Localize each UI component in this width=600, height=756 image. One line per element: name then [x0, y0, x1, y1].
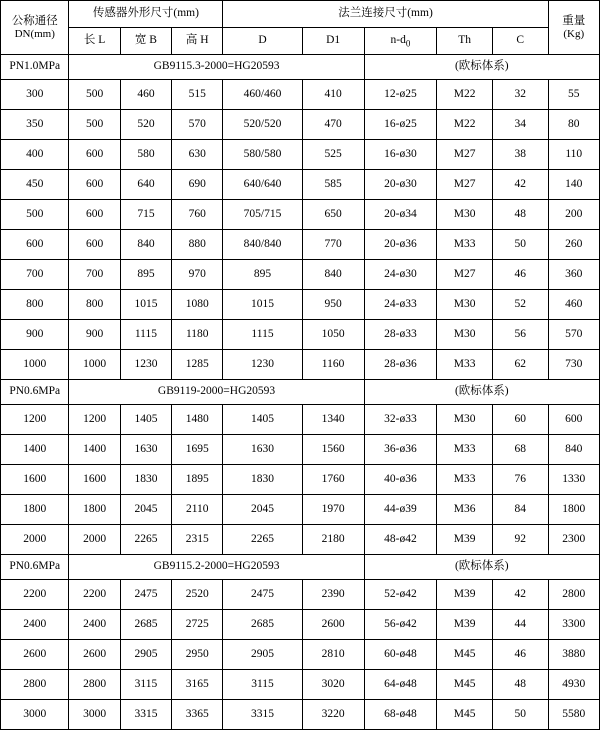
cell-th: M30 [437, 405, 493, 435]
cell-c: 62 [492, 350, 548, 380]
cell-c: 68 [492, 435, 548, 465]
cell-dn: 1200 [1, 405, 69, 435]
cell-th: M22 [437, 110, 493, 140]
cell-length-l: 2400 [69, 610, 120, 640]
cell-width-b: 3315 [120, 700, 171, 730]
cell-length-l: 800 [69, 290, 120, 320]
cell-weight: 3300 [548, 610, 599, 640]
cell-c: 50 [492, 700, 548, 730]
cell-c: 46 [492, 260, 548, 290]
cell-d1: 650 [302, 200, 364, 230]
cell-dn: 800 [1, 290, 69, 320]
cell-dn: 2200 [1, 580, 69, 610]
cell-height-h: 880 [172, 230, 223, 260]
header-thread-th: Th [437, 28, 493, 55]
cell-dn: 2600 [1, 640, 69, 670]
cell-d: 640/640 [223, 170, 302, 200]
header-nominal-diameter-title: 公称通径 [11, 14, 58, 27]
section-standard-code: GB9115.2-2000=HG20593 [69, 555, 364, 580]
cell-n-d0: 28-ø36 [364, 350, 437, 380]
cell-weight: 1800 [548, 495, 599, 525]
table-row [1, 405, 600, 435]
section-pressure-rating: PN0.6MPa [1, 380, 69, 405]
table-row [1, 580, 600, 610]
cell-th: M33 [437, 465, 493, 495]
cell-n-d0: 24-ø30 [364, 260, 437, 290]
cell-length-l: 2000 [69, 525, 120, 555]
table-row [1, 465, 600, 495]
table-row [1, 670, 600, 700]
cell-width-b: 580 [120, 140, 171, 170]
cell-height-h: 970 [172, 260, 223, 290]
cell-d1: 3020 [302, 670, 364, 700]
cell-length-l: 700 [69, 260, 120, 290]
table-header-top-row [1, 1, 600, 28]
cell-dn: 300 [1, 80, 69, 110]
cell-weight: 840 [548, 435, 599, 465]
cell-n-d0: 52-ø42 [364, 580, 437, 610]
cell-c: 50 [492, 230, 548, 260]
header-weight-title: 重量 [562, 14, 586, 27]
cell-n-d0: 20-ø36 [364, 230, 437, 260]
cell-c: 84 [492, 495, 548, 525]
cell-length-l: 2800 [69, 670, 120, 700]
header-diameter-d1: D1 [302, 28, 364, 55]
cell-height-h: 3165 [172, 670, 223, 700]
cell-d: 2905 [223, 640, 302, 670]
cell-width-b: 895 [120, 260, 171, 290]
table-row [1, 350, 600, 380]
section-pressure-rating: PN1.0MPa [1, 55, 69, 80]
cell-d1: 2390 [302, 580, 364, 610]
cell-weight: 3880 [548, 640, 599, 670]
cell-height-h: 3365 [172, 700, 223, 730]
header-thickness-c: C [492, 28, 548, 55]
cell-length-l: 500 [69, 80, 120, 110]
table-header-sub-row [1, 28, 600, 55]
cell-n-d0: 48-ø42 [364, 525, 437, 555]
cell-d1: 840 [302, 260, 364, 290]
cell-width-b: 840 [120, 230, 171, 260]
cell-weight: 55 [548, 80, 599, 110]
cell-width-b: 1830 [120, 465, 171, 495]
cell-d: 2685 [223, 610, 302, 640]
cell-c: 56 [492, 320, 548, 350]
cell-weight: 200 [548, 200, 599, 230]
cell-width-b: 1405 [120, 405, 171, 435]
table-row [1, 435, 600, 465]
cell-dn: 1600 [1, 465, 69, 495]
cell-weight: 1330 [548, 465, 599, 495]
cell-height-h: 2110 [172, 495, 223, 525]
cell-n-d0: 60-ø48 [364, 640, 437, 670]
section-standard-code: GB9119-2000=HG20593 [69, 380, 364, 405]
table-row [1, 80, 600, 110]
cell-dn: 500 [1, 200, 69, 230]
table-row [1, 260, 600, 290]
header-length-l: 长 L [69, 28, 120, 55]
cell-width-b: 1230 [120, 350, 171, 380]
cell-width-b: 2685 [120, 610, 171, 640]
cell-width-b: 2475 [120, 580, 171, 610]
cell-height-h: 630 [172, 140, 223, 170]
cell-d1: 470 [302, 110, 364, 140]
cell-d1: 770 [302, 230, 364, 260]
cell-dn: 900 [1, 320, 69, 350]
cell-d: 1405 [223, 405, 302, 435]
cell-n-d0: 20-ø34 [364, 200, 437, 230]
cell-d: 520/520 [223, 110, 302, 140]
cell-n-d0: 36-ø36 [364, 435, 437, 465]
cell-dn: 350 [1, 110, 69, 140]
section-standard-system-note: (欧标体系) [364, 380, 599, 405]
cell-dn: 3000 [1, 700, 69, 730]
cell-n-d0: 44-ø39 [364, 495, 437, 525]
cell-length-l: 600 [69, 140, 120, 170]
header-nominal-diameter-unit: DN(mm) [14, 27, 55, 40]
cell-n-d0: 16-ø30 [364, 140, 437, 170]
cell-width-b: 520 [120, 110, 171, 140]
cell-length-l: 3000 [69, 700, 120, 730]
cell-d: 2475 [223, 580, 302, 610]
header-bolt-holes-subscript: 0 [405, 37, 411, 48]
cell-height-h: 1895 [172, 465, 223, 495]
table-row [1, 320, 600, 350]
cell-length-l: 600 [69, 230, 120, 260]
cell-th: M39 [437, 525, 493, 555]
table-row [1, 495, 600, 525]
cell-dn: 1400 [1, 435, 69, 465]
cell-weight: 600 [548, 405, 599, 435]
cell-d: 1830 [223, 465, 302, 495]
cell-d1: 1340 [302, 405, 364, 435]
cell-height-h: 515 [172, 80, 223, 110]
cell-d: 2265 [223, 525, 302, 555]
cell-c: 32 [492, 80, 548, 110]
cell-c: 46 [492, 640, 548, 670]
cell-dn: 2000 [1, 525, 69, 555]
cell-height-h: 2520 [172, 580, 223, 610]
header-nominal-diameter [1, 1, 69, 55]
cell-d1: 410 [302, 80, 364, 110]
cell-d: 840/840 [223, 230, 302, 260]
cell-length-l: 2200 [69, 580, 120, 610]
cell-height-h: 1480 [172, 405, 223, 435]
cell-length-l: 900 [69, 320, 120, 350]
cell-height-h: 2950 [172, 640, 223, 670]
table-row [1, 700, 600, 730]
cell-c: 42 [492, 170, 548, 200]
cell-width-b: 715 [120, 200, 171, 230]
cell-dn: 2800 [1, 670, 69, 700]
cell-c: 76 [492, 465, 548, 495]
cell-dn: 450 [1, 170, 69, 200]
cell-weight: 730 [548, 350, 599, 380]
cell-d: 3315 [223, 700, 302, 730]
cell-length-l: 2600 [69, 640, 120, 670]
cell-c: 34 [492, 110, 548, 140]
cell-c: 38 [492, 140, 548, 170]
cell-c: 42 [492, 580, 548, 610]
section-header-row [1, 555, 600, 580]
section-standard-system-note: (欧标体系) [364, 555, 599, 580]
cell-th: M36 [437, 495, 493, 525]
cell-d: 3115 [223, 670, 302, 700]
cell-length-l: 1200 [69, 405, 120, 435]
cell-d1: 1560 [302, 435, 364, 465]
table-row [1, 525, 600, 555]
cell-d1: 1760 [302, 465, 364, 495]
table-row [1, 640, 600, 670]
cell-weight: 4930 [548, 670, 599, 700]
cell-height-h: 1285 [172, 350, 223, 380]
cell-d1: 2810 [302, 640, 364, 670]
cell-n-d0: 68-ø48 [364, 700, 437, 730]
header-bolt-holes-text: n-d [390, 33, 406, 46]
header-group-sensor-dimensions: 传感器外形尺寸(mm) [69, 1, 223, 28]
cell-height-h: 570 [172, 110, 223, 140]
cell-width-b: 2905 [120, 640, 171, 670]
cell-d: 1015 [223, 290, 302, 320]
cell-width-b: 1115 [120, 320, 171, 350]
cell-dn: 400 [1, 140, 69, 170]
header-diameter-d: D [223, 28, 302, 55]
cell-d: 1230 [223, 350, 302, 380]
cell-th: M45 [437, 670, 493, 700]
cell-th: M45 [437, 640, 493, 670]
header-bolt-holes-n-d0 [364, 28, 437, 55]
cell-th: M30 [437, 290, 493, 320]
cell-th: M27 [437, 260, 493, 290]
cell-length-l: 1400 [69, 435, 120, 465]
cell-weight: 2300 [548, 525, 599, 555]
section-standard-code: GB9115.3-2000=HG20593 [69, 55, 364, 80]
cell-d: 2045 [223, 495, 302, 525]
section-standard-system-note: (欧标体系) [364, 55, 599, 80]
cell-dn: 600 [1, 230, 69, 260]
cell-n-d0: 12-ø25 [364, 80, 437, 110]
cell-length-l: 600 [69, 200, 120, 230]
cell-height-h: 690 [172, 170, 223, 200]
table-row [1, 140, 600, 170]
cell-weight: 2800 [548, 580, 599, 610]
cell-th: M27 [437, 140, 493, 170]
cell-width-b: 640 [120, 170, 171, 200]
cell-height-h: 760 [172, 200, 223, 230]
cell-d1: 3220 [302, 700, 364, 730]
cell-height-h: 1180 [172, 320, 223, 350]
cell-d: 705/715 [223, 200, 302, 230]
cell-th: M30 [437, 200, 493, 230]
header-group-flange-dimensions: 法兰连接尺寸(mm) [223, 1, 548, 28]
cell-length-l: 1000 [69, 350, 120, 380]
cell-height-h: 2315 [172, 525, 223, 555]
cell-th: M22 [437, 80, 493, 110]
cell-width-b: 3115 [120, 670, 171, 700]
cell-height-h: 2725 [172, 610, 223, 640]
cell-weight: 260 [548, 230, 599, 260]
cell-th: M33 [437, 230, 493, 260]
cell-th: M39 [437, 610, 493, 640]
cell-c: 92 [492, 525, 548, 555]
cell-th: M27 [437, 170, 493, 200]
cell-d1: 1160 [302, 350, 364, 380]
cell-d: 1630 [223, 435, 302, 465]
cell-weight: 360 [548, 260, 599, 290]
cell-width-b: 1630 [120, 435, 171, 465]
table-row [1, 110, 600, 140]
cell-d: 1115 [223, 320, 302, 350]
cell-width-b: 2265 [120, 525, 171, 555]
cell-n-d0: 56-ø42 [364, 610, 437, 640]
cell-n-d0: 20-ø30 [364, 170, 437, 200]
cell-n-d0: 16-ø25 [364, 110, 437, 140]
cell-length-l: 600 [69, 170, 120, 200]
table-row [1, 610, 600, 640]
cell-d: 895 [223, 260, 302, 290]
section-header-row [1, 380, 600, 405]
cell-c: 48 [492, 670, 548, 700]
table-row [1, 200, 600, 230]
cell-d1: 585 [302, 170, 364, 200]
cell-dn: 1800 [1, 495, 69, 525]
section-header-row [1, 55, 600, 80]
cell-length-l: 1800 [69, 495, 120, 525]
cell-length-l: 1600 [69, 465, 120, 495]
section-pressure-rating: PN0.6MPa [1, 555, 69, 580]
cell-weight: 570 [548, 320, 599, 350]
cell-weight: 460 [548, 290, 599, 320]
cell-c: 44 [492, 610, 548, 640]
table-row [1, 170, 600, 200]
cell-width-b: 2045 [120, 495, 171, 525]
cell-n-d0: 32-ø33 [364, 405, 437, 435]
cell-th: M33 [437, 350, 493, 380]
cell-th: M30 [437, 320, 493, 350]
cell-width-b: 460 [120, 80, 171, 110]
header-height-h: 高 H [172, 28, 223, 55]
cell-d1: 1050 [302, 320, 364, 350]
cell-width-b: 1015 [120, 290, 171, 320]
header-width-b: 宽 B [120, 28, 171, 55]
cell-n-d0: 24-ø33 [364, 290, 437, 320]
cell-th: M39 [437, 580, 493, 610]
table-row [1, 230, 600, 260]
cell-d: 460/460 [223, 80, 302, 110]
cell-n-d0: 28-ø33 [364, 320, 437, 350]
cell-dn: 2400 [1, 610, 69, 640]
cell-d1: 950 [302, 290, 364, 320]
header-weight-unit: (Kg) [563, 27, 585, 40]
cell-d1: 2600 [302, 610, 364, 640]
cell-dn: 1000 [1, 350, 69, 380]
cell-n-d0: 40-ø36 [364, 465, 437, 495]
cell-c: 52 [492, 290, 548, 320]
cell-th: M45 [437, 700, 493, 730]
cell-th: M33 [437, 435, 493, 465]
cell-d1: 1970 [302, 495, 364, 525]
cell-d: 580/580 [223, 140, 302, 170]
cell-height-h: 1695 [172, 435, 223, 465]
header-weight [548, 1, 599, 55]
cell-d1: 525 [302, 140, 364, 170]
table-row [1, 290, 600, 320]
cell-weight: 5580 [548, 700, 599, 730]
cell-weight: 110 [548, 140, 599, 170]
cell-weight: 80 [548, 110, 599, 140]
cell-weight: 140 [548, 170, 599, 200]
cell-dn: 700 [1, 260, 69, 290]
cell-length-l: 500 [69, 110, 120, 140]
cell-height-h: 1080 [172, 290, 223, 320]
cell-n-d0: 64-ø48 [364, 670, 437, 700]
cell-d1: 2180 [302, 525, 364, 555]
cell-c: 48 [492, 200, 548, 230]
cell-c: 60 [492, 405, 548, 435]
